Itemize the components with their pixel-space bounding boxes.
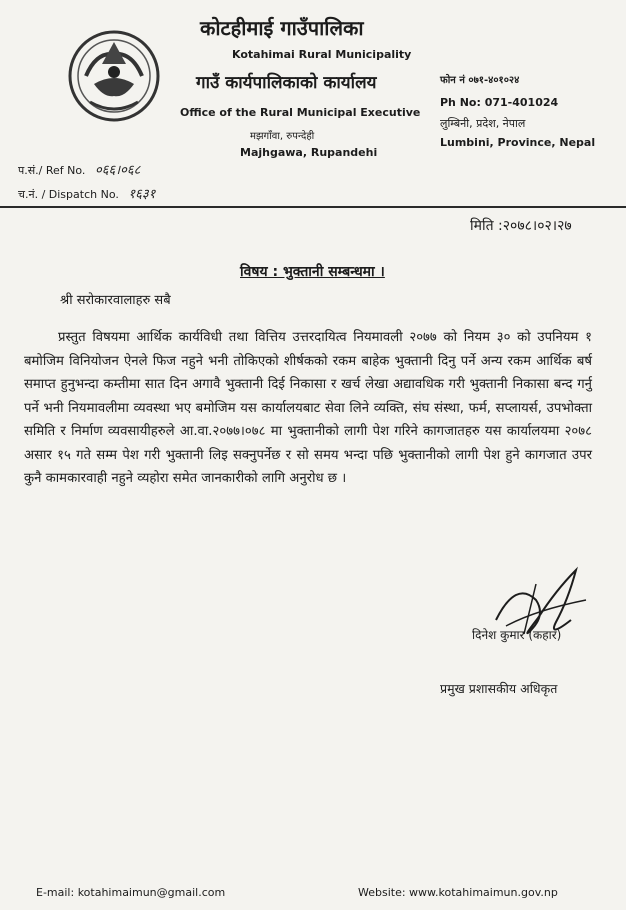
header-divider (0, 206, 626, 208)
dispatch-value: १६३१ (128, 187, 156, 202)
municipality-name-nepali: कोटहीमाई गाउँपालिका (200, 16, 364, 40)
phone-nepali: फोन नं ०७१-४०१०२४ (440, 75, 520, 86)
municipality-name-english: Kotahimai Rural Municipality (232, 48, 412, 61)
letter-date: मिति :२०७८।०२।२७ (470, 218, 572, 234)
phone-english: Ph No: 071-401024 (440, 96, 559, 109)
letter-body: प्रस्तुत विषयमा आर्थिक कार्यविधी तथा वित्तिय उत्तरदायित्व नियमावली २०७७ को नियम ३० को उपनियम १ बमोजिम विनियोजन ऐनले फिज नहुने भनी तोकिएको शीर्षकको रकम बाहेक भुक्तानी दिनु पर्ने अन्य रकम आर्थिक बर्ष समाप्त हुनुभन्दा कम्तीमा सात दिन अगावै भुक्तानी दिई निकासा र खर्च लेखा अद्यावधिक गरी भुक्तानी निकासा बन्द गर्नु पर्ने भनी नियमावलीमा व्यवस्था भए बमोजिम यस कार्यालयबाट सेवा लिने व्यक्ति, संघ संस्था, फर्म, सप्लायर्स, उपभोक्ता समिति र निर्माण व्यवसायीहरुले आ.वा.२०७७।०७८ मा भुक्तानीको लागी पेश गरिने कागजातहरु यस कार्यालयमा २०७८ असार १५ गते सम्म पेश गरी भुक्तानी लिइ सक्नुपर्नेछ र सो समय भन्दा पछि भुक्तानीको लागी पेश हुने कागजात उपर कुनै कामकारवाही नहुने व्यहोरा समेत जानकारीको लागि अनुरोध छ । (24, 330, 592, 486)
letter-salutation: श्री सरोकारवालाहरु सबै (60, 293, 171, 308)
office-name-nepali: गाउँ कार्यपालिकाको कार्यालय (196, 73, 377, 93)
signatory-designation: प्रमुख प्रशासकीय अधिकृत (440, 681, 558, 696)
address-english: Majhgawa, Rupandehi (240, 146, 378, 159)
letter-subject: विषय : भुक्तानी सम्बन्धमा । (240, 264, 385, 280)
signatory-name: दिनेश कुमार (कहार) (472, 628, 562, 642)
dispatch-number (18, 184, 155, 202)
footer-email: E-mail: kotahimaimun@gmail.com (36, 886, 226, 899)
signature-image (476, 560, 606, 680)
province-nepali: लुम्बिनी, प्रदेश, नेपाल (440, 117, 526, 130)
reference-number (18, 160, 140, 178)
footer-website: Website: www.kotahimaimun.gov.np (358, 886, 558, 899)
ref-value: ०६६।०६८ (94, 163, 141, 178)
address-nepali: मझगाँवा, रुपन्देही (250, 131, 315, 142)
dispatch-label: च.नं. / Dispatch No. (18, 188, 119, 201)
province-english: Lumbini, Province, Nepal (440, 136, 596, 149)
office-name-english: Office of the Rural Municipal Executive (180, 106, 421, 119)
government-emblem-logo (64, 24, 164, 124)
ref-label: प.सं./ Ref No. (18, 164, 86, 177)
